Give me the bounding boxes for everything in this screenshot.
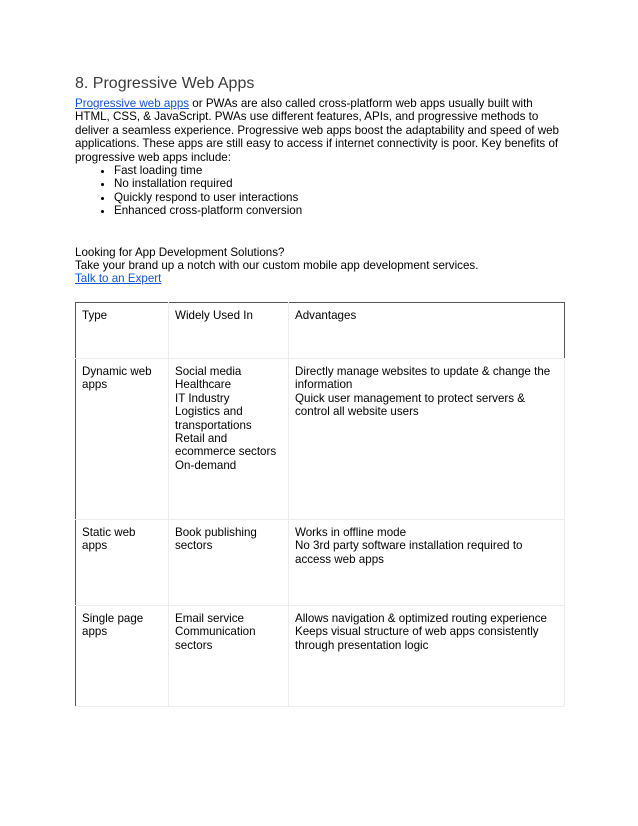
cell-used-in: Social media Healthcare IT Industry Logistics and transportations Retail and ecommerce sectors On-demand: [169, 359, 289, 520]
benefit-item: • Enhanced cross-platform conversion: [114, 204, 565, 217]
header-type: Type: [76, 303, 169, 359]
header-advantages: Advantages: [289, 303, 565, 359]
section-heading: 8. Progressive Web Apps: [75, 75, 255, 92]
benefits-list: [75, 164, 565, 218]
cell-used-in: Book publishing sectors: [169, 520, 289, 606]
cta-block: [75, 246, 565, 286]
cell-advantages: Allows navigation & optimized routing experience Keeps visual structure of web apps consistently through presentation logic: [289, 606, 565, 707]
benefit-item: • Fast loading time: [114, 164, 565, 177]
cell-used-in: Email service Communication sectors: [169, 606, 289, 707]
progressive-web-apps-link[interactable]: Progressive web apps: [75, 97, 190, 110]
benefit-item: • Quickly respond to user interactions: [114, 191, 565, 204]
table-row: [76, 359, 565, 520]
benefit-item: • No installation required: [114, 177, 565, 190]
app-types-table: [75, 302, 565, 707]
table-row: [76, 606, 565, 707]
table-row: [76, 520, 565, 606]
talk-to-expert-link[interactable]: Talk to an Expert: [75, 272, 162, 286]
intro-paragraph: [75, 97, 565, 164]
cell-type: Static web apps: [76, 520, 169, 606]
cell-type: Dynamic web apps: [76, 359, 169, 520]
cell-advantages: Works in offline mode No 3rd party software installation required to access web apps: [289, 520, 565, 606]
document-body: [75, 74, 565, 286]
cta-description: Take your brand up a notch with our custom mobile app development services.: [75, 259, 479, 273]
intro-text: or PWAs are also called cross-platform web apps usually built with HTML, CSS, & JavaScript. PWAs use different features, APIs, and progressive methods to deliver a seamless experience. Progressive web apps boost the adaptability and speed of web applications. These apps are still easy to access if internet connectivity is poor. Key benefits of progressive web apps include:: [75, 97, 560, 164]
cta-question: Looking for App Development Solutions?: [75, 245, 285, 259]
cell-advantages: Directly manage websites to update & change the information Quick user management to protect servers & control all website users: [289, 359, 565, 520]
header-widely-used-in: Widely Used In: [169, 303, 289, 359]
cell-type: Single page apps: [76, 606, 169, 707]
table-header-row: [76, 303, 565, 359]
